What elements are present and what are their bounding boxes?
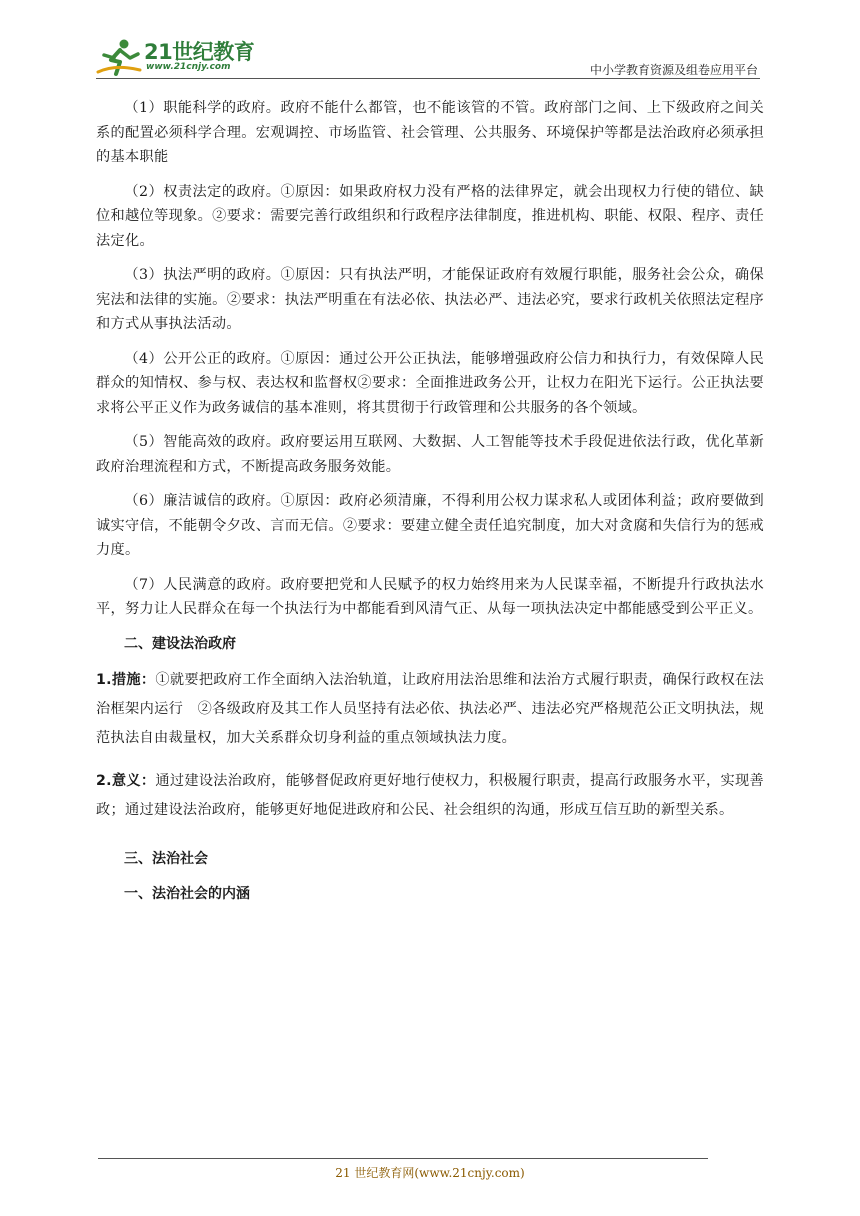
section-heading-build-government: 二、建设法治政府 (124, 635, 236, 652)
document-body (96, 96, 764, 916)
paragraph-powers: （2）权责法定的政府。①原因：如果政府权力没有严格的法律界定，就会出现权力行使的错位、缺位和越位等现象。②要求：需要完善行政组织和行政程序法律制度，推进机构、职能、权限、程序、责任法定化。 (96, 183, 764, 249)
measures-text: ①就要把政府工作全面纳入法治轨道，让政府用法治思维和法治方式履行职责，确保行政权在法治框架内运行 ②各级政府及其工作人员坚持有法必依、执法必严、违法必究严格规范公正文明执法，规范执法自由裁量权，加大关系群众切身利益的重点领域执法力度。 (96, 672, 764, 746)
logo-url: www.21cnjy.com (146, 62, 231, 72)
logo-text: 21世纪教育 (144, 40, 255, 64)
header-divider (96, 78, 760, 79)
page-footer: 21 世纪教育网(www.21cnjy.com) (335, 1166, 525, 1180)
section-heading-rule-of-law-society: 三、法治社会 (124, 851, 208, 867)
paragraph-satisfaction: （7）人民满意的政府。政府要把党和人民赋予的权力始终用来为人民谋幸福，不断提升行政执法水平，努力让人民群众在每一个执法行为中都能看到风清气正、从每一项执法决定中都能感受到公平正义。 (96, 576, 764, 617)
platform-name: 中小学教育资源及组卷应用平台 (589, 63, 758, 77)
significance-label: 2.意义： (96, 773, 156, 789)
measures-label: 1.措施： (96, 672, 156, 688)
significance-text: 通过建设法治政府，能够督促政府更好地行使权力，积极履行职责，提高行政服务水平，实现善政；通过建设法治政府，能够更好地促进政府和公民、社会组织的沟通，形成互信互助的新型关系。 (96, 773, 764, 818)
paragraph-enforcement: （3）执法严明的政府。①原因：只有执法严明，才能保证政府有效履行职能，服务社会公众，确保宪法和法律的实施。②要求：执法严明重在有法必依、执法必严、违法必究，要求行政机关依照法定程序和方式从事执法活动。 (96, 267, 764, 332)
paragraph-functions: （1）职能科学的政府。政府不能什么都管，也不能该管的不管。政府部门之间、上下级政府之间关系的配置必须科学合理。宏观调控、市场监管、社会管理、公共服务、环境保护等都是法治政府必须承担的基本职能 (96, 100, 764, 165)
runner-logo-icon (96, 38, 142, 78)
paragraph-integrity: （6）廉洁诚信的政府。①原因：政府必须清廉，不得利用公权力谋求私人或团体利益；政府要做到诚实守信，不能朝令夕改、言而无信。②要求：要建立健全责任追究制度，加大对贪腐和失信行为的惩戒力度。 (96, 493, 764, 558)
footer-divider (98, 1158, 708, 1159)
site-logo (96, 34, 266, 78)
subsection-heading-connotation: 一、法治社会的内涵 (124, 885, 250, 902)
paragraph-openness: （4）公开公正的政府。①原因：通过公开公正执法，能够增强政府公信力和执行力，有效保障人民群众的知情权、参与权、表达权和监督权②要求：全面推进政务公开，让权力在阳光下运行。公正执法要求将公平正义作为政务诚信的基本准则，将其贯彻于行政管理和公共服务的各个领域。 (96, 350, 764, 416)
measures-paragraph (96, 666, 764, 753)
paragraph-efficiency: （5）智能高效的政府。政府要运用互联网、大数据、人工智能等技术手段促进依法行政，优化革新政府治理流程和方式，不断提高政务服务效能。 (96, 434, 764, 475)
page-header (96, 34, 760, 80)
significance-paragraph (96, 767, 764, 825)
